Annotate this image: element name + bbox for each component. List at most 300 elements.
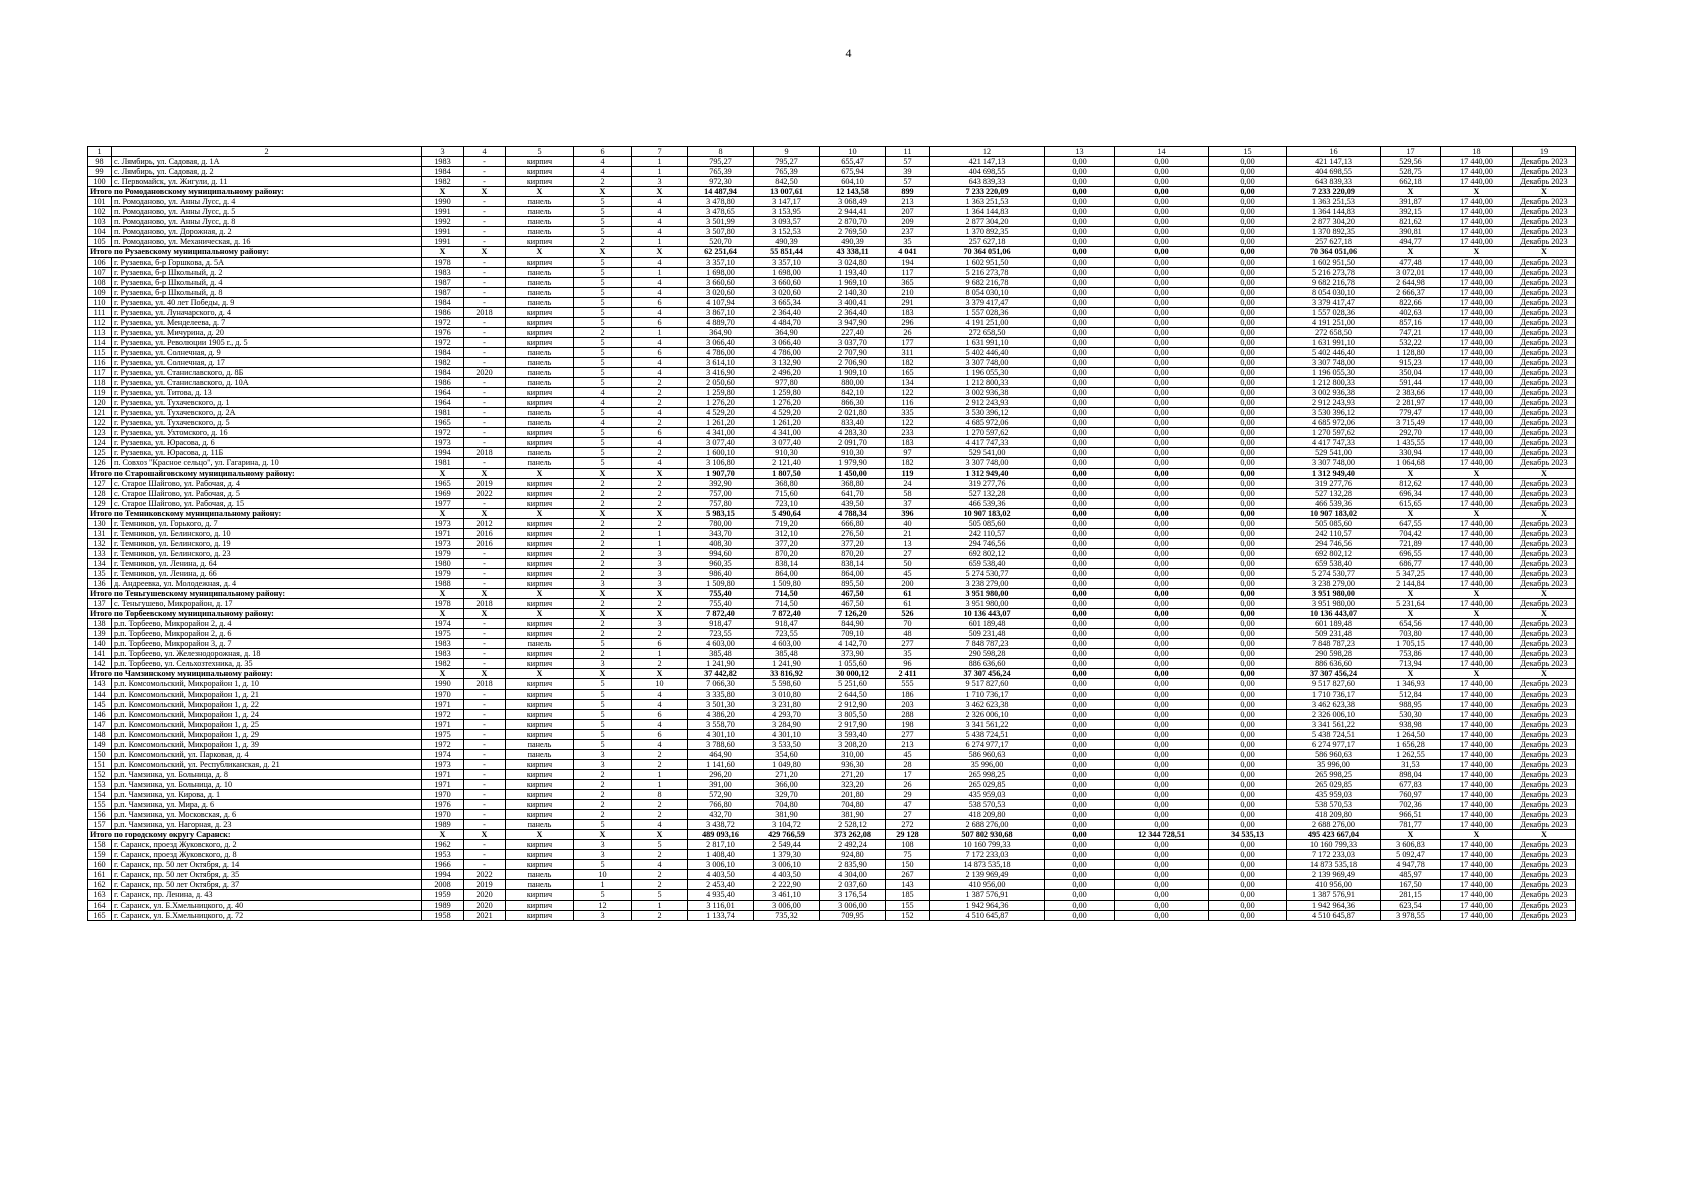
table-cell: 2021 [464, 910, 506, 920]
table-cell: г. Рузаевка, б-р Горшкова, д. 5А [112, 257, 422, 267]
table-cell: - [464, 287, 506, 297]
table-cell: 1970 [422, 689, 464, 699]
table-cell: 17 440,00 [1441, 579, 1513, 589]
table-cell: 16 [1287, 147, 1381, 157]
table-cell: 290 598,28 [930, 649, 1045, 659]
table-cell: 323,20 [820, 779, 886, 789]
table-cell: 17 440,00 [1441, 277, 1513, 287]
table-cell: 3 788,60 [688, 739, 754, 749]
table-cell: 1991 [422, 207, 464, 217]
table-cell: 3 501,99 [688, 217, 754, 227]
table-cell: 4 041 [886, 247, 930, 257]
table-cell: 1 312 949,40 [930, 468, 1045, 478]
table-cell: г. Рузаевка, ул. Юрасова, д. 11Б [112, 448, 422, 458]
table-cell: 0,00 [1209, 639, 1287, 649]
table-row [88, 709, 1576, 719]
subtotal-row [88, 589, 1576, 599]
table-cell: 10 136 443,07 [1287, 609, 1381, 619]
table-cell: 1 807,50 [754, 468, 820, 478]
table-cell: 5 [574, 217, 632, 227]
table-cell: 198 [886, 719, 930, 729]
table-cell: 821,62 [1381, 217, 1441, 227]
table-cell: 37 [886, 498, 930, 508]
table-row [88, 840, 1576, 850]
table-cell: 3 867,10 [688, 307, 754, 317]
table-row [88, 167, 1576, 177]
table-cell: Декабрь 2023 [1513, 699, 1576, 709]
table-cell: 3 [574, 850, 632, 860]
table-cell: 1982 [422, 177, 464, 187]
table-cell: 186 [886, 689, 930, 699]
table-cell: 713,94 [1381, 659, 1441, 669]
table-cell: 6 [632, 729, 688, 739]
table-cell: 880,00 [820, 378, 886, 388]
table-cell: X [1441, 187, 1513, 197]
table-cell: 895,50 [820, 579, 886, 589]
table-cell: 702,36 [1381, 800, 1441, 810]
table-cell: 1979 [422, 548, 464, 558]
table-cell: 1983 [422, 639, 464, 649]
table-cell: 1 631 991,10 [1287, 337, 1381, 347]
table-cell: 2 666,37 [1381, 287, 1441, 297]
table-cell: 1991 [422, 227, 464, 237]
table-cell: 276,50 [820, 528, 886, 538]
table-cell: 0,00 [1045, 157, 1115, 167]
table-row [88, 237, 1576, 247]
table-cell: X [1441, 468, 1513, 478]
table-cell: кирпич [506, 790, 574, 800]
table-cell: 1984 [422, 167, 464, 177]
table-cell: 0,00 [1115, 398, 1209, 408]
table-cell: 58 [886, 488, 930, 498]
table-cell: 5 [574, 287, 632, 297]
table-cell: X [464, 609, 506, 619]
table-cell: 0,00 [1209, 458, 1287, 468]
table-cell: 410 956,00 [930, 880, 1045, 890]
table-cell: 13 007,61 [754, 187, 820, 197]
table-cell: 265 998,25 [930, 769, 1045, 779]
table-cell: 507 802 930,68 [930, 830, 1045, 840]
table-cell: Декабрь 2023 [1513, 719, 1576, 729]
table-cell: 692 802,12 [1287, 548, 1381, 558]
table-cell: X [1381, 468, 1441, 478]
table-cell: 0,00 [1115, 739, 1209, 749]
table-cell: 106 [88, 257, 112, 267]
table-cell: Декабрь 2023 [1513, 709, 1576, 719]
table-cell: 17 440,00 [1441, 458, 1513, 468]
table-cell: 418 209,80 [930, 810, 1045, 820]
table-cell: 119 [886, 468, 930, 478]
table-cell: 281,15 [1381, 890, 1441, 900]
table-cell: 0,00 [1045, 880, 1115, 890]
table-cell: 13 [1045, 147, 1115, 157]
table-cell: - [464, 739, 506, 749]
table-cell: - [464, 378, 506, 388]
table-cell: 17 440,00 [1441, 719, 1513, 729]
table-cell: 4 191 251,00 [1287, 317, 1381, 327]
table-cell: 972,30 [688, 177, 754, 187]
table-cell: 0,00 [1045, 337, 1115, 347]
table-cell: 0,00 [1115, 418, 1209, 428]
table-cell: 0,00 [1045, 508, 1115, 518]
table-cell: 126 [88, 458, 112, 468]
table-cell: 17 440,00 [1441, 910, 1513, 920]
table-cell: 17 440,00 [1441, 337, 1513, 347]
table-cell: 0,00 [1115, 699, 1209, 709]
table-cell: 936,30 [820, 759, 886, 769]
table-cell: 675,94 [820, 167, 886, 177]
table-cell: 5 231,64 [1381, 599, 1441, 609]
table-cell: 17 440,00 [1441, 227, 1513, 237]
table-cell: 4 510 645,87 [1287, 910, 1381, 920]
table-cell: 141 [88, 649, 112, 659]
table-cell: Итого по Ромодановскому муниципальному району: [88, 187, 422, 197]
table-cell: 0,00 [1209, 217, 1287, 227]
table-cell: Декабрь 2023 [1513, 498, 1576, 508]
table-cell: 4 [632, 719, 688, 729]
table-cell: 183 [886, 438, 930, 448]
table-cell: 421 147,13 [1287, 157, 1381, 167]
table-cell: 0,00 [1045, 297, 1115, 307]
table-cell: 182 [886, 458, 930, 468]
table-cell: 5 [574, 739, 632, 749]
table-cell: 0,00 [1209, 508, 1287, 518]
table-cell: 17 440,00 [1441, 790, 1513, 800]
table-cell: 0,00 [1115, 468, 1209, 478]
table-cell: 1982 [422, 357, 464, 367]
table-cell: X [422, 247, 464, 257]
table-cell: 151 [88, 759, 112, 769]
table-cell: 1973 [422, 518, 464, 528]
table-cell: 2 091,70 [820, 438, 886, 448]
table-cell: 17 440,00 [1441, 890, 1513, 900]
table-cell: 0,00 [1045, 709, 1115, 719]
table-cell: 6 [632, 709, 688, 719]
table-cell: 1 379,30 [754, 850, 820, 860]
table-cell: X [1513, 508, 1576, 518]
table-row [88, 619, 1576, 629]
subtotal-row [88, 669, 1576, 679]
table-cell: 396 [886, 508, 930, 518]
table-cell: 138 [88, 619, 112, 629]
table-cell: 17 440,00 [1441, 478, 1513, 488]
table-cell: 116 [88, 357, 112, 367]
table-cell: 164 [88, 900, 112, 910]
table-cell: 3 002 936,38 [930, 388, 1045, 398]
table-cell: 0,00 [1045, 167, 1115, 177]
table-row [88, 448, 1576, 458]
table-cell: 2 139 969,49 [1287, 870, 1381, 880]
table-cell: 1 408,40 [688, 850, 754, 860]
table-cell: кирпич [506, 388, 574, 398]
table-cell: 5 [574, 458, 632, 468]
table-cell: 1 370 892,35 [1287, 227, 1381, 237]
table-cell: X [422, 468, 464, 478]
table-cell: 160 [88, 860, 112, 870]
table-cell: 3 231,80 [754, 699, 820, 709]
table-cell: X [1513, 247, 1576, 257]
table-cell: 237 [886, 227, 930, 237]
table-cell: 17 440,00 [1441, 689, 1513, 699]
table-cell: 117 [88, 368, 112, 378]
table-cell: 418 209,80 [1287, 810, 1381, 820]
table-cell: г. Саранск, пр. Ленина, д. 43 [112, 890, 422, 900]
table-cell: 766,80 [688, 800, 754, 810]
table-cell: 137 [88, 599, 112, 609]
table-cell: 842,50 [754, 177, 820, 187]
table-cell: 1 557 028,36 [1287, 307, 1381, 317]
table-cell: 105 [88, 237, 112, 247]
table-cell: X [1513, 187, 1576, 197]
table-cell: 4 788,34 [820, 508, 886, 518]
table-cell: X [1381, 609, 1441, 619]
table-cell: X [1513, 589, 1576, 599]
table-cell: 4 [632, 287, 688, 297]
table-cell: 0,00 [1045, 237, 1115, 247]
table-cell: 4 [632, 197, 688, 207]
table-cell: 5 [574, 820, 632, 830]
table-cell: 3 665,34 [754, 297, 820, 307]
table-cell: 0,00 [1115, 790, 1209, 800]
table-cell: 0,00 [1045, 759, 1115, 769]
table-cell: Декабрь 2023 [1513, 478, 1576, 488]
table-cell: - [464, 800, 506, 810]
table-cell: 3 066,40 [688, 337, 754, 347]
table-cell: Декабрь 2023 [1513, 177, 1576, 187]
table-cell: 2 [632, 659, 688, 669]
table-cell: 17 440,00 [1441, 528, 1513, 538]
table-cell: 2 [632, 810, 688, 820]
table-cell: 1964 [422, 398, 464, 408]
table-cell: п. Ромоданово, ул. Механическая, д. 16 [112, 237, 422, 247]
table-cell: 643 839,33 [930, 177, 1045, 187]
subtotal-row [88, 187, 1576, 197]
table-cell: кирпич [506, 257, 574, 267]
table-cell: 0,00 [1115, 689, 1209, 699]
table-cell: Декабрь 2023 [1513, 167, 1576, 177]
table-cell: р.п. Комсомольский, ул. Республиканская, д. 21 [112, 759, 422, 769]
table-cell: 10 [632, 679, 688, 689]
table-cell: 1983 [422, 267, 464, 277]
table-cell: X [632, 508, 688, 518]
table-cell: 0,00 [1115, 880, 1209, 890]
table-cell: 1 193,40 [820, 267, 886, 277]
table-cell: 143 [88, 679, 112, 689]
table-cell: Декабрь 2023 [1513, 347, 1576, 357]
table-cell: 528,75 [1381, 167, 1441, 177]
table-cell: 5 [574, 357, 632, 367]
table-cell: 17 440,00 [1441, 810, 1513, 820]
table-cell: 135 [88, 568, 112, 578]
table-cell: 0,00 [1209, 790, 1287, 800]
table-row [88, 418, 1576, 428]
table-cell: 0,00 [1209, 729, 1287, 739]
table-cell: 5 [574, 207, 632, 217]
table-cell: 1973 [422, 438, 464, 448]
table-cell: - [464, 408, 506, 418]
table-cell: 0,00 [1209, 197, 1287, 207]
table-cell: 158 [88, 840, 112, 850]
table-cell: 505 085,60 [930, 518, 1045, 528]
table-cell: X [574, 609, 632, 619]
table-cell: 1 259,80 [754, 388, 820, 398]
table-cell: - [464, 197, 506, 207]
table-cell: 136 [88, 579, 112, 589]
table-cell: кирпич [506, 900, 574, 910]
table-cell: X [1381, 830, 1441, 840]
table-cell: 0,00 [1045, 307, 1115, 317]
table-cell: 3 951 980,00 [930, 589, 1045, 599]
table-cell: Декабрь 2023 [1513, 458, 1576, 468]
table-cell: 55 851,44 [754, 247, 820, 257]
table-cell: г. Рузаевка, б-р Школьный, д. 4 [112, 277, 422, 287]
table-cell: 70 364 051,06 [930, 247, 1045, 257]
table-cell: X [1441, 669, 1513, 679]
table-cell: 194 [886, 257, 930, 267]
table-row [88, 890, 1576, 900]
table-cell: 2 912,90 [820, 699, 886, 709]
table-cell: 3 006,10 [688, 860, 754, 870]
table-cell: 294 746,56 [1287, 538, 1381, 548]
table-cell: р.п. Комсомольский, Микрорайон 1, д. 21 [112, 689, 422, 699]
table-cell: - [464, 729, 506, 739]
table-cell: 114 [88, 337, 112, 347]
table-cell: панель [506, 357, 574, 367]
table-cell: 0,00 [1115, 599, 1209, 609]
table-cell: X [464, 830, 506, 840]
table-cell: 3 077,40 [688, 438, 754, 448]
table-cell: Декабрь 2023 [1513, 629, 1576, 639]
table-cell: - [464, 558, 506, 568]
table-cell: 257 627,18 [930, 237, 1045, 247]
table-cell: 2 944,41 [820, 207, 886, 217]
table-cell: кирпич [506, 579, 574, 589]
table-row [88, 177, 1576, 187]
table-cell: 203 [886, 699, 930, 709]
table-cell: 662,18 [1381, 177, 1441, 187]
table-cell: 1971 [422, 699, 464, 709]
table-cell: 57 [886, 157, 930, 167]
table-cell: 6 [632, 317, 688, 327]
table-cell: 3 416,90 [688, 368, 754, 378]
table-cell: Декабрь 2023 [1513, 860, 1576, 870]
table-cell: 641,70 [820, 488, 886, 498]
table-cell: 0,00 [1115, 840, 1209, 850]
table-cell: 643 839,33 [1287, 177, 1381, 187]
table-cell: Декабрь 2023 [1513, 779, 1576, 789]
table-cell: X [1381, 669, 1441, 679]
table-cell: 4 386,20 [688, 709, 754, 719]
table-cell: 4 [632, 337, 688, 347]
table-cell: 1 [632, 167, 688, 177]
table-cell: 6 [632, 639, 688, 649]
table-cell: 3 558,70 [688, 719, 754, 729]
table-row [88, 378, 1576, 388]
table-cell: 0,00 [1115, 277, 1209, 287]
table-cell: 185 [886, 890, 930, 900]
table-cell: 1972 [422, 709, 464, 719]
table-cell: 110 [88, 297, 112, 307]
table-cell: 0,00 [1209, 478, 1287, 488]
table-cell: 7 233 220,09 [930, 187, 1045, 197]
table-cell: 1990 [422, 197, 464, 207]
table-cell: 0,00 [1115, 237, 1209, 247]
table-cell: 886 636,60 [1287, 659, 1381, 669]
table-cell: - [464, 779, 506, 789]
table-cell: 5 [574, 378, 632, 388]
table-row [88, 769, 1576, 779]
table-cell: 3 [632, 548, 688, 558]
table-cell: X [1441, 508, 1513, 518]
table-cell: 986,40 [688, 568, 754, 578]
table-cell: 0,00 [1045, 398, 1115, 408]
table-cell: 842,10 [820, 388, 886, 398]
table-cell: 4 [632, 689, 688, 699]
table-cell: 6 274 977,17 [930, 739, 1045, 749]
table-cell: 364,90 [754, 327, 820, 337]
table-cell: Декабрь 2023 [1513, 659, 1576, 669]
table-cell: 7 233 220,09 [1287, 187, 1381, 197]
table-cell: 5 251,60 [820, 679, 886, 689]
table-cell: 2 [574, 629, 632, 639]
table-cell: 1 370 892,35 [930, 227, 1045, 237]
table-cell: 704,42 [1381, 528, 1441, 538]
table-cell: 9 517 827,60 [930, 679, 1045, 689]
table-cell: 145 [88, 699, 112, 709]
table-cell: 1973 [422, 538, 464, 548]
table-cell: 17 440,00 [1441, 739, 1513, 749]
table-cell: 2 [574, 237, 632, 247]
table-cell: 704,80 [820, 800, 886, 810]
table-cell: 2 [574, 810, 632, 820]
table-cell: 0,00 [1115, 679, 1209, 689]
table-cell: Декабрь 2023 [1513, 790, 1576, 800]
table-cell: 0,00 [1045, 267, 1115, 277]
table-cell: г. Рузаевка, ул. Менделеева, д. 7 [112, 317, 422, 327]
table-cell: 1 [632, 327, 688, 337]
table-cell: 0,00 [1115, 317, 1209, 327]
table-cell: 0,00 [1209, 810, 1287, 820]
table-row [88, 538, 1576, 548]
table-cell: 290 598,28 [1287, 649, 1381, 659]
table-row [88, 398, 1576, 408]
table-cell: 0,00 [1045, 599, 1115, 609]
table-cell: 591,44 [1381, 378, 1441, 388]
table-cell: 17 440,00 [1441, 357, 1513, 367]
table-cell: 0,00 [1209, 629, 1287, 639]
table-cell: 7 848 787,23 [930, 639, 1045, 649]
table-cell: 4 [632, 820, 688, 830]
table-cell: 10 136 443,07 [930, 609, 1045, 619]
table-cell: 0,00 [1209, 659, 1287, 669]
table-cell: 994,60 [688, 548, 754, 558]
table-cell: 312,10 [754, 528, 820, 538]
table-cell: 3 438,72 [688, 820, 754, 830]
table-cell: 0,00 [1209, 800, 1287, 810]
table-cell: г. Рузаевка, ул. Солнечная, д. 17 [112, 357, 422, 367]
table-cell: 2020 [464, 890, 506, 900]
table-cell: 703,80 [1381, 629, 1441, 639]
table-cell: - [464, 850, 506, 860]
table-cell: кирпич [506, 800, 574, 810]
table-cell: 1 141,60 [688, 759, 754, 769]
table-cell: 5 [574, 317, 632, 327]
table-cell: 5 [574, 307, 632, 317]
table-cell: 0,00 [1115, 408, 1209, 418]
table-cell: 1 710 736,17 [1287, 689, 1381, 699]
table-cell: - [464, 398, 506, 408]
table-cell: 5 [574, 699, 632, 709]
